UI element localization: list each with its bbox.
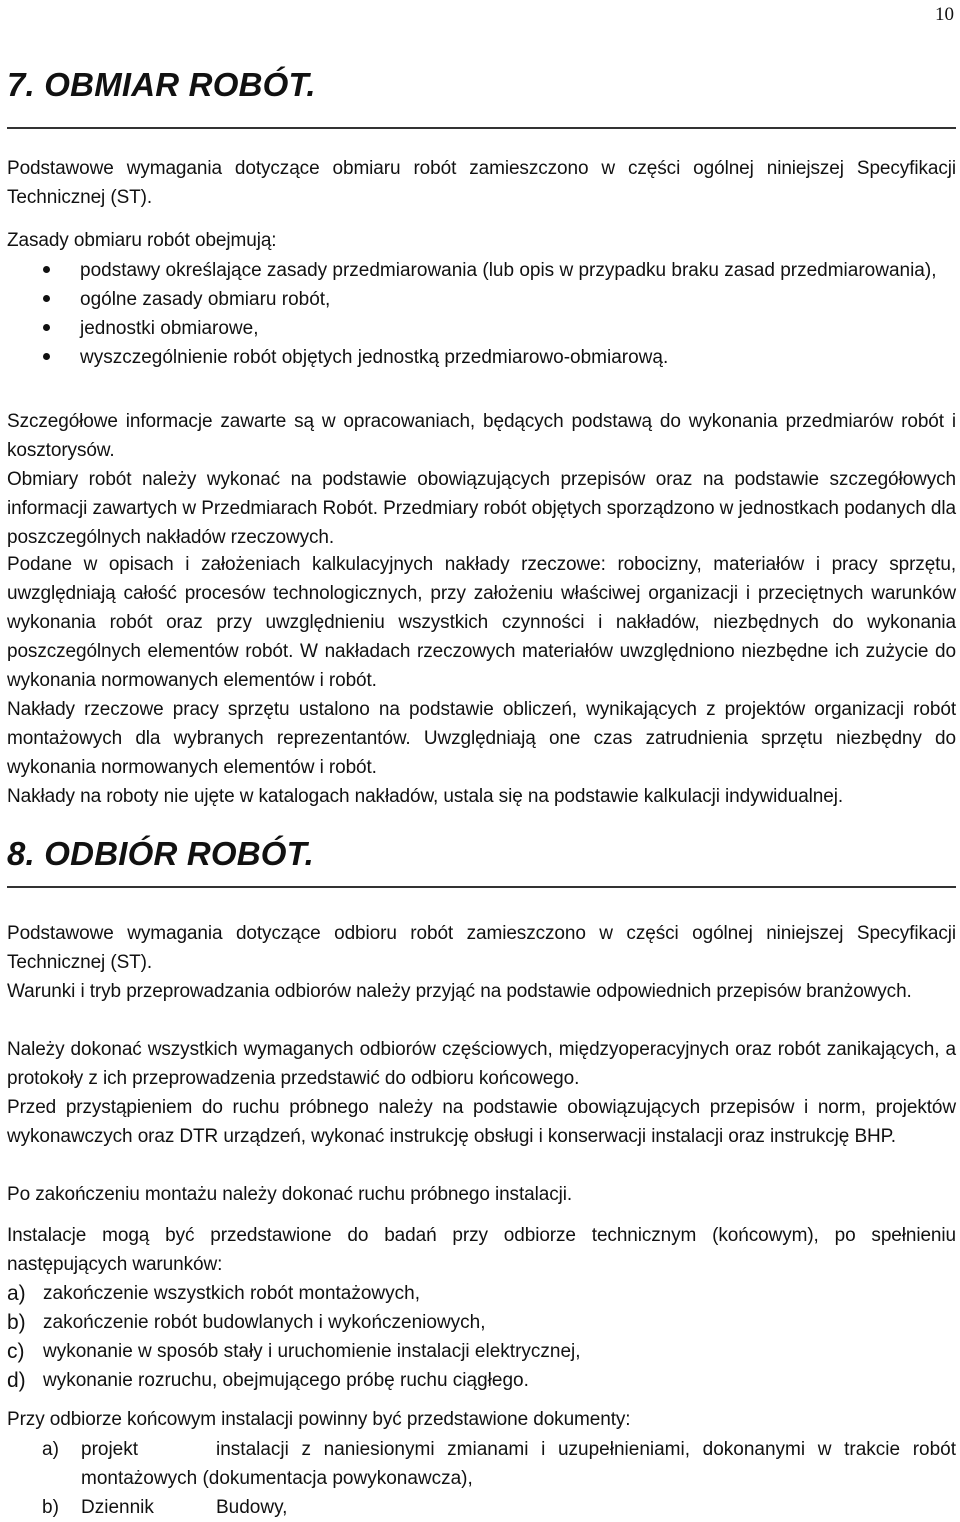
section-7-rule <box>7 127 956 129</box>
rules-lead: Zasady obmiaru robót obejmują: <box>7 230 277 251</box>
section-7-heading: 7. OBMIAR ROBÓT. <box>7 66 316 103</box>
list-marker: b) <box>42 1497 59 1518</box>
conditions-list <box>7 1279 956 1395</box>
documents-list <box>7 1435 956 1522</box>
list-marker: d) <box>7 1369 26 1392</box>
section-8-rule <box>7 886 956 888</box>
condition-item: d) wykonanie rozruchu, obejmującego próbę ruchu ciągłego. <box>7 1366 956 1395</box>
page-number: 10 <box>935 4 954 25</box>
paragraph: Po zakończeniu montażu należy dokonać ruchu próbnego instalacji. <box>7 1184 573 1205</box>
documents-lead: Przy odbiorze końcowym instalacji powinny być przedstawione dokumenty: <box>7 1409 631 1430</box>
bullet-dot <box>43 324 50 331</box>
paragraph: Szczegółowe informacje zawarte są w opracowaniach, będących podstawą do wykonania przedmiarów robót i kosztorysów. <box>7 411 956 461</box>
list-marker: c) <box>7 1340 25 1363</box>
document-item: a) projekt instalacji z naniesionymi zmianami i uzupełnieniami, dokonanymi w trakcie robót montażowych (dokumentacja powykonawcza), <box>7 1435 956 1493</box>
bullet-item: podstawy określające zasady przedmiarowania (lub opis w przypadku braku zasad przedmiarowania), <box>7 256 956 285</box>
condition-item: a) zakończenie wszystkich robót montażowych, <box>7 1279 956 1308</box>
bullet-dot <box>43 353 50 360</box>
section-7-intro: Podstawowe wymagania dotyczące obmiaru robót zamieszczono w części ogólnej niniejszej Specyfikacji Technicznej (ST). <box>7 158 956 208</box>
paragraph: Podane w opisach i założeniach kalkulacyjnych nakłady rzeczowe: robocizny, materiałów i pracy sprzętu, uwzględniają całość procesów technologicznych, przy założeniu właściwej organizacji i przeciętnych warunków wykonania robót oraz przy uwzględnieniu wszystkich czynności i nakładów, niezbędnych do wykonania poszczególnych elementów robót. W nakładach rzeczowych materiałów uwzględniono niezbędne ich zużycie do wykonania normowanych elementów i robót. <box>7 554 956 691</box>
condition-item: c) wykonanie w sposób stały i uruchomienie instalacji elektrycznej, <box>7 1337 956 1366</box>
rules-bullet-list <box>7 256 956 372</box>
condition-item: b) zakończenie robót budowlanych i wykończeniowych, <box>7 1308 956 1337</box>
bullet-dot <box>43 266 50 273</box>
bullet-item: ogólne zasady obmiaru robót, <box>7 285 956 314</box>
paragraph: Obmiary robót należy wykonać na podstawie obowiązujących przepisów oraz na podstawie szczegółowych informacji zawartych w Przedmiarach Robót. Przedmiary robót objętych sporządzono w jednostkach podanych dla poszczególnych nakładów rzeczowych. <box>7 469 956 548</box>
list-marker: a) <box>42 1439 59 1460</box>
section-8-heading: 8. ODBIÓR ROBÓT. <box>7 835 314 872</box>
paragraph: Należy dokonać wszystkich wymaganych odbiorów częściowych, międzyoperacyjnych oraz robót zanikających, a protokoły z ich przeprowadzenia przedstawić do odbioru końcowego. <box>7 1039 956 1089</box>
list-marker: b) <box>7 1311 26 1334</box>
paragraph: Przed przystąpieniem do ruchu próbnego należy na podstawie obowiązujących przepisów i norm, projektów wykonawczych oraz DTR urządzeń, wykonać instrukcję obsługi i konserwacji instalacji oraz instrukcję BHP. <box>7 1097 956 1147</box>
paragraph: Nakłady na roboty nie ujęte w katalogach nakładów, ustala się na podstawie kalkulacji indywidualnej. <box>7 786 844 807</box>
paragraph: Nakłady rzeczowe pracy sprzętu ustalono na podstawie obliczeń, wynikających z projektów organizacji robót montażowych dla wybranych reprezentantów. Uwzględniają one czas zatrudnienia sprzętu niezbędny do wykonania normowanych elementów i robót. <box>7 699 956 778</box>
paragraph: Podstawowe wymagania dotyczące odbioru robót zamieszczono w części ogólnej niniejszej Specyfikacji Technicznej (ST). <box>7 923 956 973</box>
paragraph: Warunki i tryb przeprowadzania odbiorów należy przyjąć na podstawie odpowiednich przepisów branżowych. <box>7 981 912 1002</box>
bullet-dot <box>43 295 50 302</box>
conditions-lead: Instalacje mogą być przedstawione do badań przy odbiorze technicznym (końcowym), po spełnieniu następujących warunków: <box>7 1225 956 1275</box>
document-item: b) Dziennik Budowy, <box>7 1493 956 1522</box>
bullet-item: jednostki obmiarowe, <box>7 314 956 343</box>
list-marker: a) <box>7 1282 26 1305</box>
bullet-item: wyszczególnienie robót objętych jednostką przedmiarowo-obmiarową. <box>7 343 956 372</box>
